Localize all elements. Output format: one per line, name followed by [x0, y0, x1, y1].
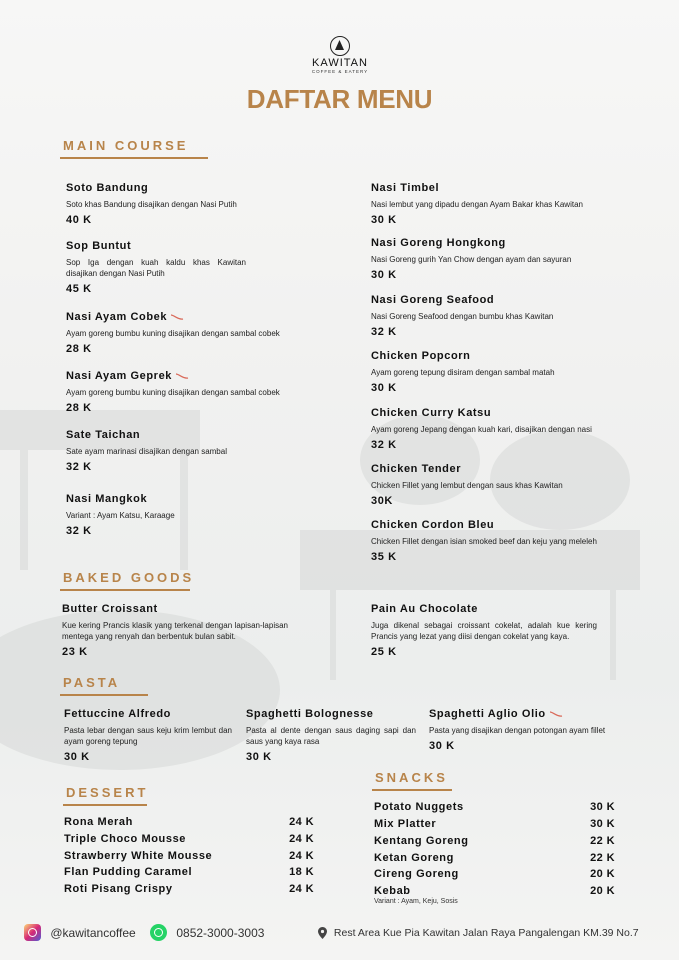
item-price: 32 K: [371, 326, 397, 338]
item-price: 45 K: [66, 283, 92, 295]
footer-instagram[interactable]: [24, 924, 136, 941]
item-price: 20 K: [590, 885, 615, 897]
whatsapp-number: 0852-3000-3003: [176, 925, 265, 940]
item-name: Chicken Popcorn: [371, 350, 471, 362]
item-name: Butter Croissant: [62, 603, 158, 615]
item-price: 30K: [371, 495, 393, 507]
instagram-handle: @kawitancoffee: [50, 925, 136, 940]
item-price: 30 K: [429, 740, 455, 752]
item-price: 30 K: [371, 269, 397, 281]
item-name: Mix Platter: [374, 818, 437, 830]
menu-item: [66, 369, 296, 414]
item-desc: Kue kering Prancis klasik yang terkenal dengan lapisan-lapisan mentega yang renyah dan berbentuk bulan sabit.: [62, 621, 288, 641]
section-rule: [60, 694, 148, 696]
menu-item: [371, 602, 597, 658]
item-name: Sate Taichan: [66, 429, 141, 441]
item-desc: Chicken Fillet yang lembut dengan saus khas Kawitan: [371, 481, 563, 490]
item-name: Pain Au Chocolate: [371, 603, 478, 615]
item-price: 20 K: [590, 868, 615, 880]
footer-address: [318, 927, 639, 939]
menu-item: [62, 602, 288, 658]
item-desc: Juga dikenal sebagai croissant cokelat, adalah kue kering Prancis yang lezat yang diisi dengan cokelat yang kaya.: [371, 621, 597, 641]
item-name: Spaghetti Aglio Olio: [429, 708, 546, 720]
item-desc: Nasi lembut yang dipadu dengan Ayam Bakar khas Kawitan: [371, 200, 583, 209]
item-name: Nasi Mangkok: [66, 493, 148, 505]
item-desc: Pasta al dente dengan saus daging sapi dan saus yang kaya rasa: [246, 726, 416, 746]
item-price: 18 K: [289, 866, 314, 878]
item-desc: Ayam goreng tepung disiram dengan sambal matah: [371, 368, 555, 377]
section-heading-pasta: PASTA: [63, 675, 121, 690]
footer-whatsapp[interactable]: [150, 924, 264, 941]
item-price: 30 K: [371, 214, 397, 226]
menu-item: [371, 349, 631, 394]
item-name: Fettuccine Alfredo: [64, 708, 171, 720]
item-name: Strawberry White Mousse: [64, 850, 213, 862]
location-pin-icon: [318, 927, 327, 939]
section-rule: [60, 589, 190, 591]
dessert-row: [64, 816, 314, 828]
item-name: Triple Choco Mousse: [64, 833, 187, 845]
section-heading-snacks: SNACKS: [375, 770, 448, 785]
snack-row: [374, 818, 615, 830]
snack-row: [374, 868, 615, 880]
kebab-variant-note: Variant : Ayam, Keju, Sosis: [374, 898, 458, 905]
item-desc: Chicken Fillet dengan isian smoked beef dan keju yang meleleh: [371, 537, 597, 546]
item-price: 24 K: [289, 833, 314, 845]
menu-item: [371, 462, 631, 507]
item-price: 30 K: [246, 751, 272, 763]
item-price: 30 K: [64, 751, 90, 763]
item-name: Sop Buntut: [66, 240, 132, 252]
address-text: Rest Area Kue Pia Kawitan Jalan Raya Pangalengan KM.39 No.7: [333, 927, 639, 940]
item-desc: Nasi Goreng gurih Yan Chow dengan ayam dan sayuran: [371, 255, 572, 264]
menu-item: [66, 310, 296, 355]
item-price: 25 K: [371, 646, 397, 658]
item-price: 24 K: [289, 816, 314, 828]
item-price: 32 K: [66, 525, 92, 537]
menu-item: [246, 707, 416, 763]
item-desc: Nasi Goreng Seafood dengan bumbu khas Kawitan: [371, 312, 554, 321]
brand-tagline: COFFEE & EATERY: [311, 69, 369, 74]
chili-icon: [170, 313, 184, 321]
chili-icon: [549, 710, 563, 718]
page-title: DAFTAR MENU: [246, 84, 433, 114]
item-desc: Pasta lebar dengan saus keju krim lembut dan ayam goreng tepung: [64, 726, 232, 746]
logo-mark-icon: [330, 36, 350, 56]
snack-row: [374, 835, 615, 847]
item-desc: Ayam goreng Jepang dengan kuah kari, disajikan dengan nasi: [371, 425, 592, 434]
item-desc: Ayam goreng bumbu kuning disajikan dengan sambal cobek: [66, 388, 280, 397]
item-name: Potato Nuggets: [374, 801, 464, 813]
whatsapp-icon: [150, 924, 167, 941]
dessert-row: [64, 833, 314, 845]
menu-item: [371, 406, 641, 451]
item-name: Roti Pisang Crispy: [64, 883, 173, 895]
item-name: Spaghetti Bolognesse: [246, 708, 374, 720]
item-name: Soto Bandung: [66, 182, 149, 194]
snack-row: [374, 852, 615, 864]
item-price: 30 K: [590, 818, 615, 830]
item-price: 32 K: [371, 439, 397, 451]
chili-icon: [175, 372, 189, 380]
snack-row: [374, 885, 615, 897]
item-name: Flan Pudding Caramel: [64, 866, 193, 878]
item-desc: Variant : Ayam Katsu, Karaage: [66, 511, 175, 520]
item-desc: Sop Iga dengan kuah kaldu khas Kawitan disajikan dengan Nasi Putih: [66, 258, 246, 278]
menu-item: [64, 707, 232, 763]
item-name: Nasi Timbel: [371, 182, 440, 194]
item-desc: Sate ayam marinasi disajikan dengan sambal: [66, 447, 227, 456]
menu-item: [429, 707, 629, 752]
brand-logo: [305, 36, 375, 74]
item-name: Cireng Goreng: [374, 868, 459, 880]
item-name: Chicken Curry Katsu: [371, 407, 492, 419]
item-name: Kentang Goreng: [374, 835, 469, 847]
item-price: 35 K: [371, 551, 397, 563]
dessert-row: [64, 883, 314, 895]
item-price: 28 K: [66, 402, 92, 414]
item-price: 28 K: [66, 343, 92, 355]
item-name: Ketan Goreng: [374, 852, 454, 864]
item-price: 40 K: [66, 214, 92, 226]
item-desc: Ayam goreng bumbu kuning disajikan dengan sambal cobek: [66, 329, 280, 338]
snack-row: [374, 801, 615, 813]
section-rule: [63, 804, 147, 806]
item-name: Chicken Tender: [371, 463, 462, 475]
item-price: 30 K: [371, 382, 397, 394]
section-rule: [372, 789, 452, 791]
menu-item: [371, 293, 631, 338]
item-desc: Pasta yang disajikan dengan potongan ayam fillet: [429, 726, 606, 735]
menu-item: [66, 239, 246, 295]
section-heading-dessert: DESSERT: [66, 785, 149, 800]
item-name: Nasi Goreng Seafood: [371, 294, 495, 306]
item-name: Nasi Ayam Geprek: [66, 370, 173, 382]
menu-item: [66, 181, 246, 226]
item-price: 23 K: [62, 646, 88, 658]
instagram-icon: [24, 924, 41, 941]
item-price: 32 K: [66, 461, 92, 473]
item-name: Chicken Cordon Bleu: [371, 519, 495, 531]
item-price: 22 K: [590, 835, 615, 847]
item-price: 30 K: [590, 801, 615, 813]
item-price: 24 K: [289, 850, 314, 862]
item-price: 24 K: [289, 883, 314, 895]
section-heading-main-course: MAIN COURSE: [63, 138, 189, 153]
section-rule: [60, 157, 208, 159]
item-price: 22 K: [590, 852, 615, 864]
menu-item: [371, 518, 646, 563]
item-desc: Soto khas Bandung disajikan dengan Nasi Putih: [66, 200, 237, 209]
item-name: Kebab: [374, 885, 411, 897]
brand-name: KAWITAN: [312, 57, 368, 69]
menu-item: [66, 492, 296, 537]
item-name: Rona Merah: [64, 816, 133, 828]
menu-item: [66, 428, 296, 473]
item-name: Nasi Goreng Hongkong: [371, 237, 506, 249]
menu-item: [371, 236, 631, 281]
dessert-row: [64, 850, 314, 862]
section-heading-baked-goods: BAKED GOODS: [63, 570, 195, 585]
menu-item: [371, 181, 631, 226]
item-name: Nasi Ayam Cobek: [66, 311, 168, 323]
dessert-row: [64, 866, 314, 878]
